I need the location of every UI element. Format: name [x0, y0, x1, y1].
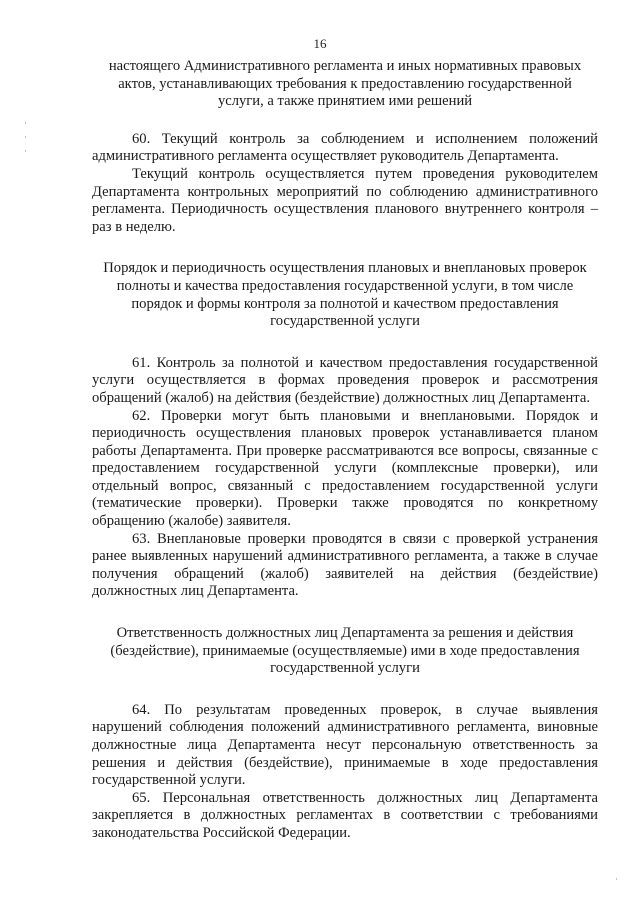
heading-line: государственной услуги: [270, 660, 420, 677]
heading-line: (бездействие), принимаемые (осуществляемые) ими в ходе предоставления: [110, 642, 580, 659]
heading-line: государственной услуги: [270, 313, 420, 330]
intro-text: [92, 58, 598, 111]
paragraph-62: 62. Проверки могут быть плановыми и внеплановыми. Порядок и периодичность осуществления плановых проверок устанавливается планом работы Департамента. При проверке рассматриваются все вопросы, связанные с предоставлением государственной услуги (комплексные проверки), или отдельный вопрос, связанный с предоставлением государственной услуги (тематические проверки). Проверки также проводятся по конкретному обращению (жалобе) заявителя.: [92, 407, 598, 530]
paragraph-64: 64. По результатам проведенных проверок, в случае выявления нарушений соблюдения положений административного регламента, виновные должностные лица Департамента несут персональную ответственность за решения и действия (бездействие), принимаемые в ходе предоставления государственной услуги.: [92, 701, 598, 789]
paragraph-60-continued: Текущий контроль осуществляется путем проведения руководителем Департамента контрольных мероприятий по соблюдению административного регламента. Периодичность осуществления планового внутреннего контроля – раз в неделю.: [92, 165, 598, 235]
corner-mark: ·: [615, 874, 618, 884]
document-body: [92, 58, 598, 843]
heading-line: полноты и качества предоставления государственной услуги, в том числе: [116, 277, 574, 294]
page-number: 16: [313, 36, 327, 51]
paragraph-60: 60. Текущий контроль за соблюдением и исполнением положений административного регламента осуществляет руководитель Департамента.: [92, 130, 598, 165]
intro-line: настоящего Административного регламента и иных нормативных правовых: [108, 58, 582, 74]
paragraph-61: 61. Контроль за полнотой и качеством предоставления государственной услуги осуществляется в формах проведения проверок и рассмотрения обращений (жалоб) на действия (бездействие) должностных лиц Департамента.: [92, 354, 598, 406]
margin-marks: · · ·: [24, 118, 27, 156]
paragraph-65: 65. Персональная ответственность должностных лиц Департамента закрепляется в должностных регламентах в соответствии с требованиями законодательства Российской Федерации.: [92, 789, 598, 841]
heading-line: Ответственность должностных лиц Департамента за решения и действия: [116, 625, 574, 642]
intro-line: актов, устанавливающих требования к предоставлению государственной: [118, 75, 572, 92]
heading-line: Порядок и периодичность осуществления плановых и внеплановых проверок: [103, 260, 587, 277]
intro-line: услуги, а также принятием ими решений: [217, 93, 473, 110]
paragraph-63: 63. Внеплановые проверки проводятся в связи с проверкой устранения ранее выявленных нарушений административного регламента, а также в случае получения обращений (жалоб) заявителей на действия (бездействие) должностных лиц Департамента.: [92, 530, 598, 600]
heading-line: порядок и формы контроля за полнотой и качеством предоставления: [131, 295, 559, 312]
section-heading-inspections: [92, 260, 598, 330]
section-heading-responsibility: [92, 625, 598, 678]
